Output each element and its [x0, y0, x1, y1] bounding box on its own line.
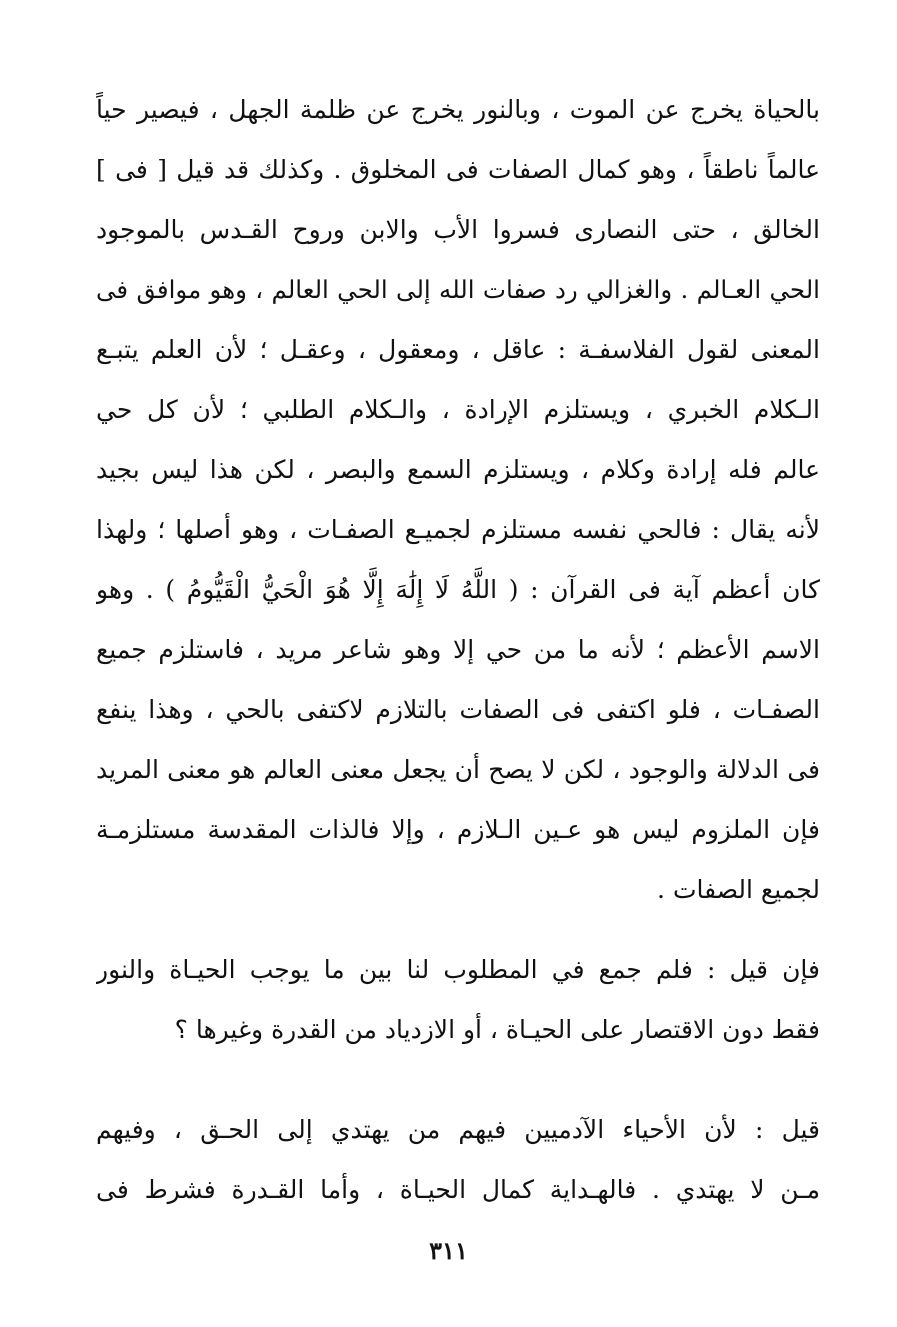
text-line: فقط دون الاقتصار على الحيـاة ، أو الازدياد من القدرة وغيرها ؟: [174, 1015, 820, 1044]
text-line: المعنى لقول الفلاسفـة : عاقل ، ومعقول ، وعقـل ؛ لأن العلم يتبـع: [96, 335, 820, 364]
text-line: عالماً ناطقاً ، وهو كمال الصفات فى المخلوق . وكذلك قد قيل [ فى ]: [96, 155, 820, 184]
paragraph-1: [96, 80, 820, 920]
text-line: الخالق ، حتى النصارى فسروا الأب والابن وروح القـدس بالموجود: [96, 215, 820, 244]
text-line: قيل : لأن الأحياء الآدميين فيهم من يهتدي إلى الحـق ، وفيهم: [96, 1115, 820, 1144]
text-line: الصفـات ، فلو اكتفى فى الصفات بالتلازم لاكتفى بالحي ، وهذا ينفع: [96, 695, 820, 724]
text-line-with-quran-verse: كان أعظم آية فى القرآن : ( اللَّهُ لَا إِلَٰهَ إِلَّا هُوَ الْحَيُّ الْقَيُّومُ ) . وهو: [96, 575, 820, 604]
text-line: فإن قيل : فلم جمع في المطلوب لنا بين ما يوجب الحيـاة والنور: [96, 955, 820, 984]
page-number: ٣١١: [429, 1236, 468, 1265]
text-line: الحي العـالم . والغزالي رد صفات الله إلى الحي العالم ، وهو موافق فى: [96, 275, 820, 304]
paragraph-2: [96, 940, 820, 1060]
text-line: عالم فله إرادة وكلام ، ويستلزم السمع والبصر ، لكن هذا ليس بجيد: [96, 455, 820, 484]
text-line: مـن لا يهتدي . فالهـداية كمال الحيـاة ، وأما القـدرة فشرط فى: [96, 1175, 820, 1204]
text-line: الـكلام الخبري ، ويستلزم الإرادة ، والـكلام الطلبي ؛ لأن كل حي: [96, 395, 820, 424]
text-line: لجميع الصفات .: [657, 875, 820, 904]
text-line: لأنه يقال : فالحي نفسه مستلزم لجميـع الصفـات ، وهو أصلها ؛ ولهذا: [96, 515, 820, 544]
text-line: فإن الملزوم ليس هو عـين الـلازم ، وإلا فالذات المقدسة مستلزمـة: [96, 815, 820, 844]
text-line: الاسم الأعظم ؛ لأنه ما من حي إلا وهو شاعر مريد ، فاستلزم جميع: [96, 635, 820, 664]
text-line: فى الدلالة والوجود ، لكن لا يصح أن يجعل معنى العالم هو معنى المريد: [96, 755, 820, 784]
text-line: بالحياة يخرج عن الموت ، وبالنور يخرج عن ظلمة الجهل ، فيصير حياً: [96, 95, 820, 124]
paragraph-3: [96, 1100, 820, 1220]
